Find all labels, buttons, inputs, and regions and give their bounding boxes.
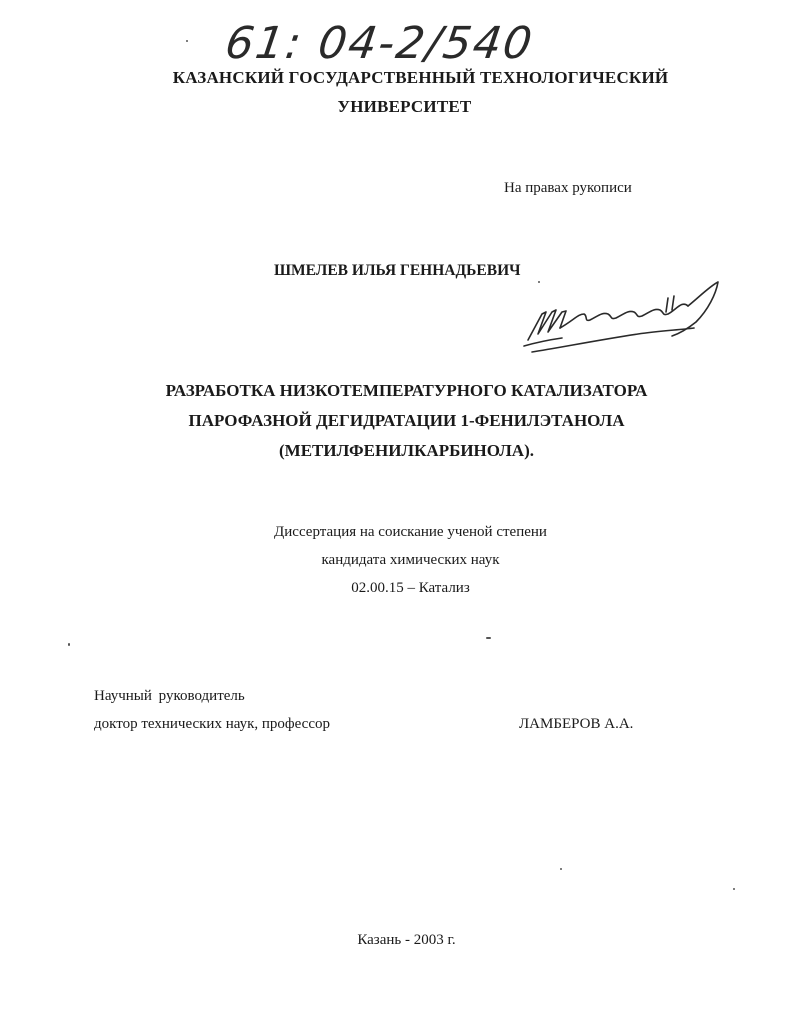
author-name: ШМЕЛЕВ ИЛЬЯ ГЕННАДЬЕВИЧ bbox=[274, 262, 521, 279]
thesis-title-line1: РАЗРАБОТКА НИЗКОТЕМПЕРАТУРНОГО КАТАЛИЗАТОРА bbox=[165, 381, 648, 400]
dissertation-degree-line1: Диссертация на соискание ученой степени bbox=[274, 524, 547, 540]
dissertation-degree-line2: кандидата химических наук bbox=[321, 552, 500, 568]
place-and-year: Казань - 2003 г. bbox=[357, 932, 456, 948]
author-signature bbox=[518, 278, 724, 360]
manuscript-rights-note: На правах рукописи bbox=[504, 180, 632, 196]
scan-speck bbox=[560, 868, 562, 870]
scan-speck bbox=[486, 637, 491, 639]
thesis-title-line2: ПАРОФАЗНОЙ ДЕГИДРАТАЦИИ 1-ФЕНИЛЭТАНОЛА bbox=[188, 411, 625, 430]
handwritten-archive-mark-text: 61: 04-2/540 bbox=[222, 18, 537, 69]
university-name-line1: КАЗАНСКИЙ ГОСУДАРСТВЕННЫЙ ТЕХНОЛОГИЧЕСКИЙ bbox=[172, 68, 669, 87]
supervisor-label: Научный руководитель bbox=[94, 688, 245, 704]
scan-speck bbox=[733, 888, 735, 890]
scan-speck bbox=[186, 40, 188, 42]
university-name-line2: УНИВЕРСИТЕТ bbox=[337, 97, 472, 116]
scan-speck bbox=[538, 281, 540, 283]
scan-speck bbox=[68, 643, 70, 646]
supervisor-degree: доктор технических наук, профессор bbox=[94, 716, 331, 732]
handwritten-archive-mark-drawing bbox=[222, 14, 537, 72]
supervisor-name: ЛАМБЕРОВ А.А. bbox=[519, 716, 634, 732]
signature-drawing bbox=[518, 278, 724, 360]
thesis-title-line3: (МЕТИЛФЕНИЛКАРБИНОЛА). bbox=[278, 441, 534, 460]
dissertation-specialty: 02.00.15 – Катализ bbox=[351, 580, 470, 596]
handwritten-archive-mark bbox=[222, 14, 537, 72]
